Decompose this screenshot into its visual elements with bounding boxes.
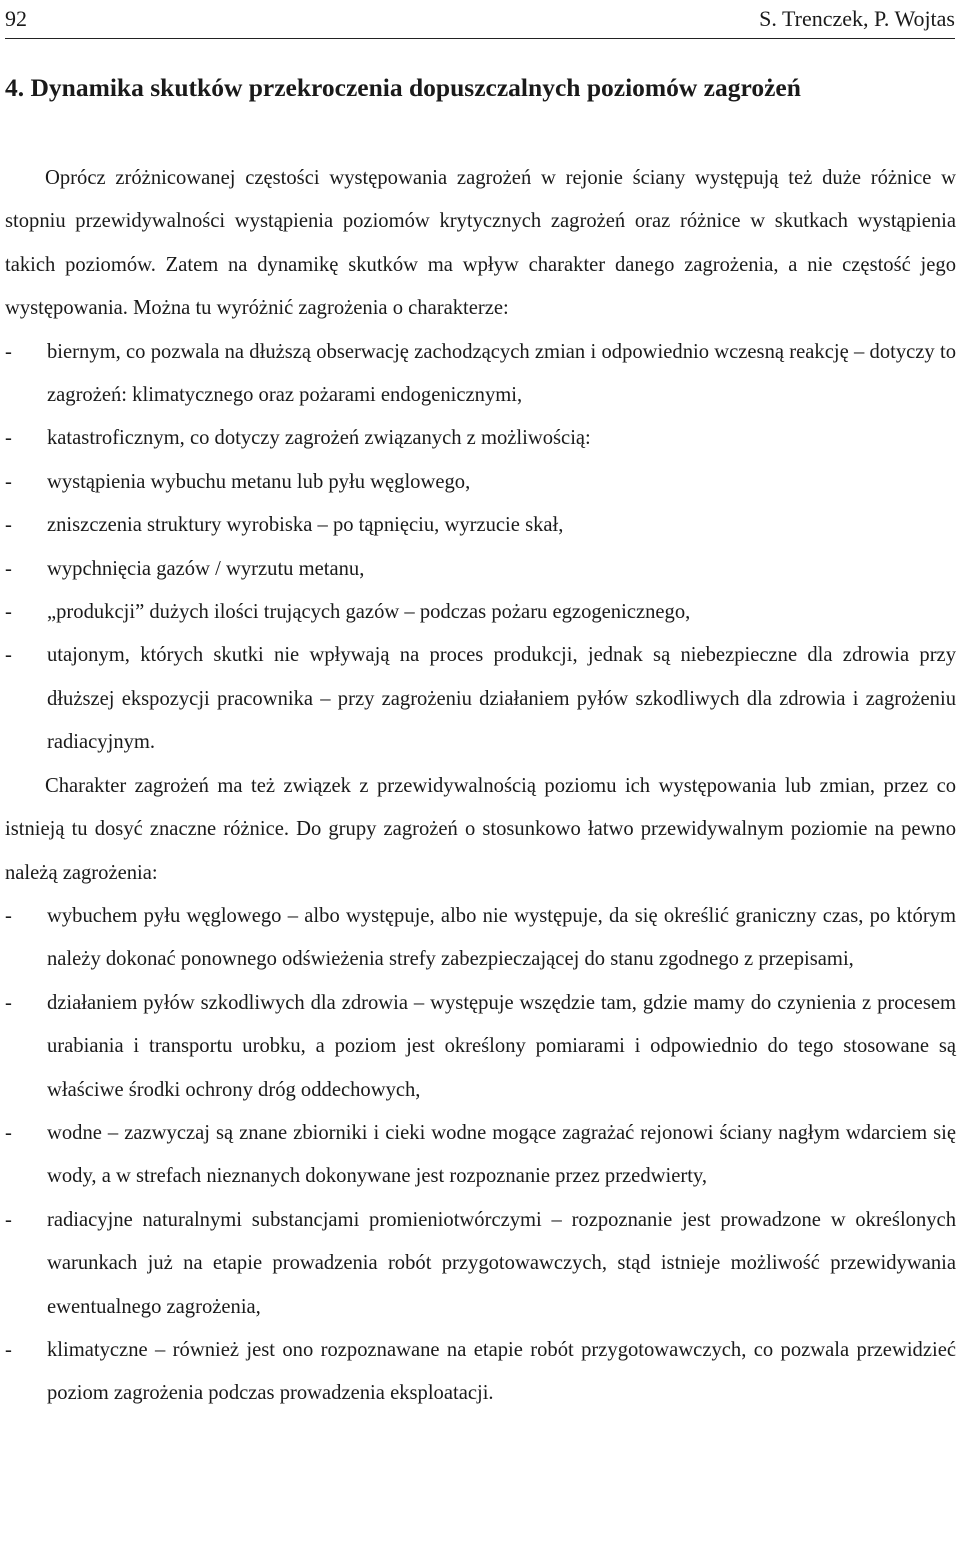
paragraph-predictability: Charakter zagrożeń ma też związek z przewidywalnością poziomu ich występowania lub zmian, przez co istnieją tu dosyć znaczne różnice. Do grupy zagrożeń o stosunkowo łatwo przewidywalnym poziomie na pewno należą zagrożenia:: [5, 774, 956, 884]
list-dash: -: [5, 340, 12, 363]
predictable-hazards-list: [5, 895, 956, 1416]
list-item-text: wystąpienia wybuchu metanu lub pyłu węglowego,: [47, 470, 471, 493]
list-dash: -: [5, 470, 12, 493]
body-text: [5, 157, 956, 1416]
section-title: 4. Dynamika skutków przekroczenia dopuszczalnych poziomów zagrożeń: [5, 73, 801, 102]
list-item-text: wodne – zazwyczaj są znane zbiorniki i cieki wodne mogące zagrażać rejonowi ściany nagłym wdarciem się wody, a w strefach nieznanych dokonywane jest rozpoznanie przez przedwierty,: [47, 1121, 956, 1188]
list-dash: -: [5, 1338, 12, 1361]
list-dash: -: [5, 1121, 12, 1144]
list-item: [5, 1112, 956, 1199]
list-item-text: „produkcji” dużych ilości trujących gazów – podczas pożaru egzogenicznego,: [47, 601, 691, 624]
list-dash: -: [5, 427, 12, 450]
list-item: [5, 591, 956, 634]
list-item: [5, 417, 956, 460]
list-item: [5, 634, 956, 764]
list-dash: -: [5, 514, 12, 537]
list-item-text: utajonym, których skutki nie wpływają na proces produkcji, jednak są niebezpieczne dla zdrowia przy dłuższej ekspozycji pracownika – przy zagrożeniu działaniem pyłów szkodliwych dla zdrowia i zagrożeniu radiacyjnym.: [47, 644, 956, 754]
list-item-text: wybuchem pyłu węglowego – albo występuje, albo nie występuje, da się określić graniczny czas, po którym należy dokonać ponownego odświeżenia strefy zabezpieczającej do stanu zgodnego z przepisami,: [47, 904, 956, 971]
list-item: [5, 504, 956, 547]
page-number: 92: [5, 6, 27, 31]
list-item-text: katastroficznym, co dotyczy zagrożeń związanych z możliwością:: [47, 427, 591, 450]
list-dash: -: [5, 1208, 12, 1231]
list-item: [5, 982, 956, 1112]
list-item: [5, 331, 956, 418]
page-header: [5, 0, 955, 39]
list-dash: -: [5, 904, 12, 927]
list-item-text: radiacyjne naturalnymi substancjami promieniotwórczymi – rozpoznanie jest prowadzone w określonych warunkach już na etapie prowadzenia robót przygotowawczych, stąd istnieje możliwość przewidywania ewentualnego zagrożenia,: [47, 1208, 956, 1318]
list-item-text: wypchnięcia gazów / wyrzutu metanu,: [47, 557, 365, 580]
paragraph-intro: Oprócz zróżnicowanej częstości występowania zagrożeń w rejonie ściany występują też duże różnice w stopniu przewidywalności wystąpienia poziomów krytycznych zagrożeń oraz różnice w skutkach wystąpienia takich poziomów. Zatem na dynamikę skutków ma wpływ charakter danego zagrożenia, a nie częstość jego występowania. Można tu wyróżnić zagrożenia o charakterze:: [5, 167, 956, 320]
list-item: [5, 1329, 956, 1416]
list-dash: -: [5, 601, 12, 624]
list-item: [5, 895, 956, 982]
hazard-character-list: [5, 331, 956, 765]
list-dash: -: [5, 557, 12, 580]
running-head-authors: S. Trenczek, P. Wojtas: [759, 6, 955, 31]
list-item: [5, 1199, 956, 1329]
list-item-text: zniszczenia struktury wyrobiska – po tąpnięciu, wyrzucie skał,: [47, 514, 564, 537]
list-item-text: biernym, co pozwala na dłuższą obserwację zachodzących zmian i odpowiednio wczesną reakcję – dotyczy to zagrożeń: klimatycznego oraz pożarami endogenicznymi,: [47, 340, 956, 407]
list-item-text: działaniem pyłów szkodliwych dla zdrowia – występuje wszędzie tam, gdzie mamy do czynienia z procesem urabiania i transportu urobku, a poziom jest określony pomiarami i odpowiednio do tego stosowane są właściwe środki ochrony dróg oddechowych,: [47, 991, 956, 1101]
list-item-text: klimatyczne – również jest ono rozpoznawane na etapie robót przygotowawczych, co pozwala przewidzieć poziom zagrożenia podczas prowadzenia eksploatacji.: [47, 1338, 956, 1405]
list-item: [5, 461, 956, 504]
list-dash: -: [5, 644, 12, 667]
list-item: [5, 548, 956, 591]
list-dash: -: [5, 991, 12, 1014]
